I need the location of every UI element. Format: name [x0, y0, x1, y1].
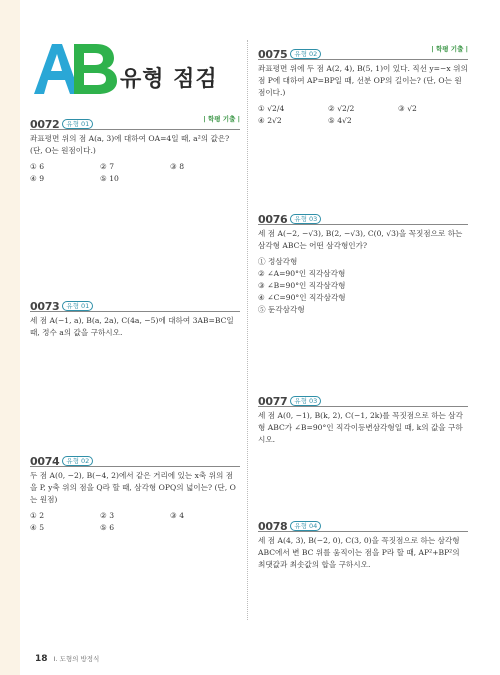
problem-number: 0073 — [30, 300, 60, 313]
choice: ③ ∠B=90°인 직각삼각형 — [258, 281, 346, 290]
problem-rule — [258, 59, 468, 60]
problem-number: 0075 — [258, 48, 288, 61]
choice: ① 2 — [30, 511, 45, 520]
problem-rule — [30, 311, 240, 312]
problem-rule — [30, 466, 240, 467]
choice: ⑤ 6 — [100, 523, 115, 532]
problem-0077 — [258, 390, 468, 446]
problem-rule — [258, 406, 468, 407]
problem-text: 세 점 A(−2, −√3), B(2, −√3), C(0, √3)을 꼭짓점으로 하는 삼각형 ABC는 어떤 삼각형인가? — [258, 229, 463, 250]
problem-0078 — [258, 515, 468, 571]
choice: ① 정삼각형 — [258, 257, 298, 266]
problem-rule — [258, 224, 468, 225]
choice: ③ 4 — [170, 511, 185, 520]
problem-text: 세 점 A(−1, a), B(a, 2a), C(4a, −5)에 대하여 3AB=BC일 때, 정수 a의 값을 구하시오. — [30, 316, 234, 337]
problem-number: 0078 — [258, 520, 288, 533]
choice: ② ∠A=90°인 직각삼각형 — [258, 269, 346, 278]
problem-number: 0072 — [30, 118, 60, 131]
problem-text: 좌표평면 위에 두 점 A(2, 4), B(5, 1)이 있다. 직선 y=−x 위의 점 P에 대하여 AP=BP일 때, 선분 OP의 길이는? (단, O는 원점이다.) — [258, 64, 468, 97]
problem-0072 — [30, 113, 240, 185]
choice: ④ 2√2 — [258, 116, 282, 125]
page-title: 유형 점검 — [120, 67, 218, 92]
source-tag: | 학평 기출 | — [431, 45, 468, 53]
choice: ⑤ 둔각삼각형 — [258, 305, 305, 314]
problem-number: 0077 — [258, 395, 288, 408]
type-badge: 유형 01 — [62, 301, 93, 311]
choice-list — [258, 256, 468, 316]
type-badge: 유형 04 — [290, 521, 321, 531]
choice: ② √2/2 — [328, 104, 355, 113]
type-badge: 유형 01 — [62, 119, 93, 129]
choice: ③ 8 — [170, 162, 185, 171]
choice-list — [30, 161, 240, 185]
column-divider — [247, 40, 248, 620]
problem-number: 0076 — [258, 213, 288, 226]
choice: ② 3 — [100, 511, 115, 520]
choice: ⑤ 4√2 — [328, 116, 352, 125]
problem-number: 0074 — [30, 455, 60, 468]
choice: ② 7 — [100, 162, 115, 171]
chapter-label: I. 도형의 방정식 — [53, 655, 100, 663]
page-number: 18 — [35, 654, 48, 664]
choice-list — [258, 103, 468, 127]
problem-0074 — [30, 450, 240, 534]
ab-logo — [30, 40, 120, 96]
type-badge: 유형 02 — [290, 49, 321, 59]
choice: ① √2/4 — [258, 104, 285, 113]
problem-0073 — [30, 295, 240, 339]
problem-text: 두 점 A(0, −2), B(−4, 2)에서 같은 거리에 있는 x축 위의 점을 P, y축 위의 점을 Q라 할 때, 삼각형 OPQ의 넓이는? (단, O는 원점) — [30, 471, 236, 504]
type-badge: 유형 02 — [62, 456, 93, 466]
page-footer — [35, 646, 99, 665]
choice: ④ 5 — [30, 523, 45, 532]
problem-0075 — [258, 43, 468, 127]
source-tag: | 학평 기출 | — [203, 115, 240, 123]
choice: ⑤ 10 — [100, 174, 119, 183]
problem-text: 세 점 A(0, −1), B(k, 2), C(−1, 2k)를 꼭짓점으로 하는 삼각형 ABC가 ∠B=90°인 직각이등변삼각형일 때, k의 값을 구하시오. — [258, 411, 463, 444]
choice: ① 6 — [30, 162, 45, 171]
problem-rule — [258, 531, 468, 532]
problem-text: 세 점 A(4, 3), B(−2, 0), C(3, 0)을 꼭짓점으로 하는 삼각형 ABC에서 변 BC 위를 움직이는 점을 P라 할 때, AP²+BP²의 최댓값과 최솟값의 합을 구하시오. — [258, 536, 460, 569]
choice: ④ ∠C=90°인 직각삼각형 — [258, 293, 346, 302]
side-strip — [0, 0, 20, 675]
choice: ③ √2 — [398, 104, 417, 113]
problem-text: 좌표평면 위의 점 A(a, 3)에 대하여 OA=4일 때, a²의 값은? (단, O는 원점이다.) — [30, 134, 230, 155]
choice: ④ 9 — [30, 174, 45, 183]
problem-0076 — [258, 208, 468, 316]
problem-rule — [30, 129, 240, 130]
type-badge: 유형 03 — [290, 214, 321, 224]
type-badge: 유형 03 — [290, 396, 321, 406]
choice-list — [30, 510, 240, 534]
